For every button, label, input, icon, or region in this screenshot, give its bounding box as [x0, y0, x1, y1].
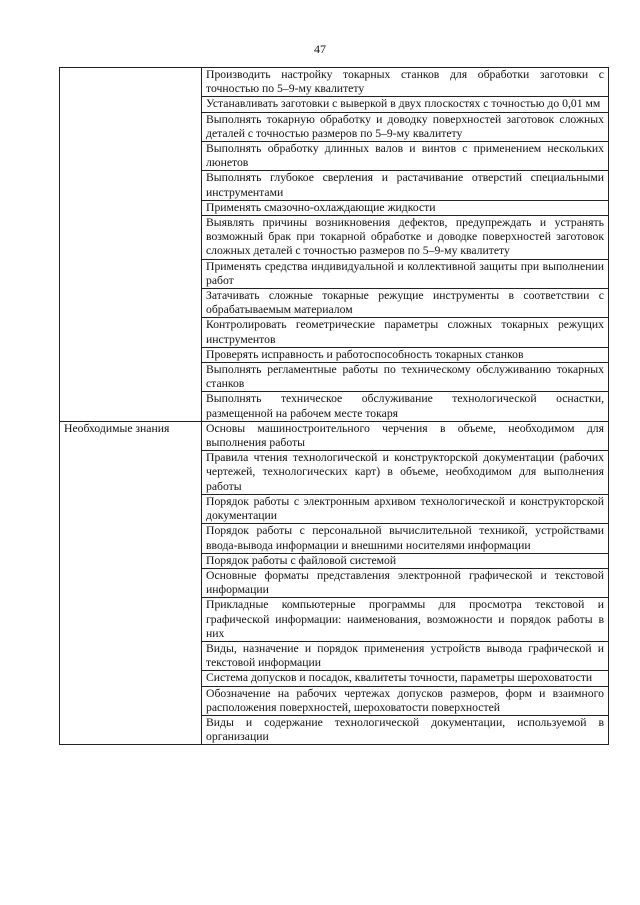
knowledge-cell: Порядок работы с файловой системой — [202, 553, 609, 568]
skill-cell: Производить настройку токарных станков для обработки заготовки с точностью по 5–9-му квалитету — [202, 68, 609, 97]
knowledge-cell: Правила чтения технологической и конструкторской документации (рабочих чертежей, технологических карт) в объеме, необходимом для выполнения работы — [202, 451, 609, 495]
skill-cell: Проверять исправность и работоспособность токарных станков — [202, 347, 609, 362]
skill-cell: Контролировать геометрические параметры сложных токарных режущих инструментов — [202, 318, 609, 347]
skill-cell: Выполнять глубокое сверления и растачивание отверстий специальными инструментами — [202, 171, 609, 200]
knowledge-cell: Прикладные компьютерные программы для просмотра текстовой и графической информации: наименования, возможности и порядок работы в них — [202, 598, 609, 642]
knowledge-label: Необходимые знания — [60, 421, 202, 744]
knowledge-cell: Основы машиностроительного черчения в объеме, необходимом для выполнения работы — [202, 421, 609, 450]
knowledge-cell: Виды и содержание технологической документации, используемой в организации — [202, 715, 609, 744]
knowledge-cell: Система допусков и посадок, квалитеты точности, параметры шероховатости — [202, 671, 609, 686]
knowledge-cell: Основные форматы представления электронной графической и текстовой информации — [202, 568, 609, 597]
skills-label-cell — [60, 68, 202, 422]
table-row — [60, 68, 609, 97]
skill-cell: Применять смазочно-охлаждающие жидкости — [202, 200, 609, 215]
competency-table — [59, 67, 609, 745]
skill-cell: Применять средства индивидуальной и коллективной защиты при выполнении работ — [202, 259, 609, 288]
skill-cell: Выявлять причины возникновения дефектов, предупреждать и устранять возможный брак при токарной обработке и доводке поверхностей заготовок сложных деталей с точностью размеров по 5–9-му квалитету — [202, 216, 609, 260]
skill-cell: Выполнять техническое обслуживание технологической оснастки, размещенной на рабочем месте токаря — [202, 392, 609, 421]
knowledge-cell: Порядок работы с электронным архивом технологической и конструкторской документации — [202, 494, 609, 523]
table-row — [60, 421, 609, 450]
knowledge-cell: Виды, назначение и порядок применения устройств вывода графической и текстовой информации — [202, 641, 609, 670]
page-number: 47 — [314, 42, 326, 56]
skill-cell: Устанавливать заготовки с выверкой в двух плоскостях с точностью до 0,01 мм — [202, 97, 609, 112]
skill-cell: Выполнять обработку длинных валов и винтов с применением нескольких люнетов — [202, 142, 609, 171]
skill-cell: Затачивать сложные токарные режущие инструменты в соответствии с обрабатываемым материалом — [202, 289, 609, 318]
skill-cell: Выполнять регламентные работы по техническому обслуживанию токарных станков — [202, 363, 609, 392]
knowledge-cell: Обозначение на рабочих чертежах допусков размеров, форм и взаимного расположения поверхностей, шероховатости поверхностей — [202, 686, 609, 715]
knowledge-cell: Порядок работы с персональной вычислительной техникой, устройствами ввода-вывода информации и внешними носителями информации — [202, 524, 609, 553]
skill-cell: Выполнять токарную обработку и доводку поверхностей заготовок сложных деталей с точностью размеров по 5–9-му квалитету — [202, 112, 609, 141]
